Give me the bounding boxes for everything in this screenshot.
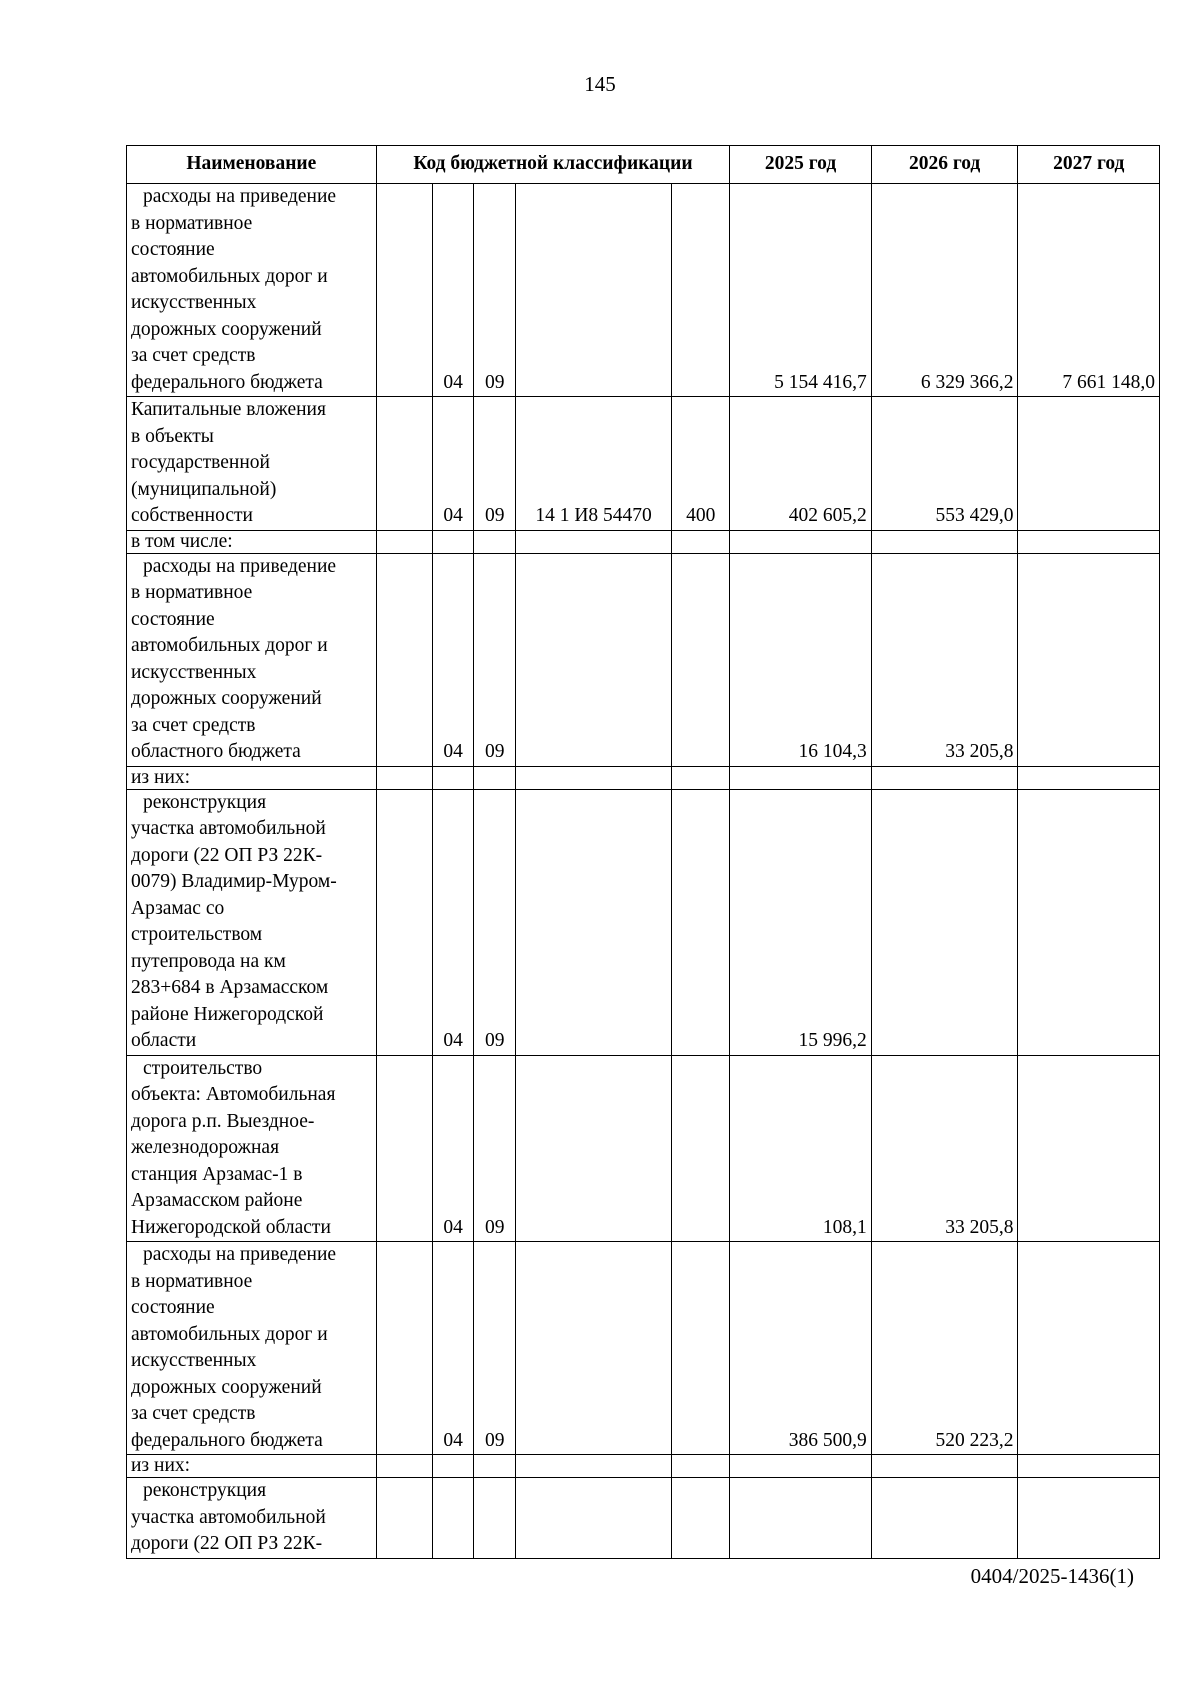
row-name-line: области	[131, 1030, 197, 1051]
cell-sub: 04	[432, 1055, 474, 1242]
row-name	[127, 397, 377, 531]
cell-y2026	[871, 766, 1018, 789]
row-name-line: областного бюджета	[131, 741, 301, 762]
cell-vr	[672, 1455, 730, 1478]
cell-sub: 04	[432, 553, 474, 766]
row-name-line: за счет средств	[131, 345, 256, 366]
row-name-line: реконструкция	[143, 1480, 267, 1501]
row-name	[127, 530, 377, 553]
row-name-line: дорожных сооружений	[131, 1376, 322, 1398]
cell-item: 09	[474, 789, 516, 1055]
cell-section	[376, 789, 432, 1055]
row-name-line: станция Арзамас-1 в	[131, 1163, 303, 1185]
row-name	[127, 553, 377, 766]
cell-y2026	[871, 1455, 1018, 1478]
cell-vr	[672, 1242, 730, 1455]
cell-csr	[516, 1055, 672, 1242]
row-name-line: состояние	[131, 239, 215, 260]
cell-y2027	[1018, 397, 1160, 531]
cell-item: 09	[474, 397, 516, 531]
row-name-line: из них:	[131, 766, 191, 788]
cell-sub	[432, 1478, 474, 1559]
row-name-line: автомобильных дорог и	[131, 265, 328, 287]
header-2027: 2027 год	[1018, 146, 1160, 184]
cell-vr	[672, 789, 730, 1055]
cell-item: 09	[474, 1242, 516, 1455]
cell-y2025	[730, 1455, 871, 1478]
cell-vr	[672, 1478, 730, 1559]
row-name-line: в объекты	[131, 425, 214, 447]
table-row	[127, 1455, 1160, 1478]
row-name	[127, 1455, 377, 1478]
cell-y2027	[1018, 766, 1160, 789]
header-name: Наименование	[127, 146, 377, 184]
cell-y2027	[1018, 1455, 1160, 1478]
cell-item	[474, 530, 516, 553]
cell-item: 09	[474, 184, 516, 397]
row-name-line: реконструкция	[143, 791, 267, 813]
row-name-line: автомобильных дорог и	[131, 1323, 328, 1345]
table-body	[127, 184, 1160, 1559]
table-row	[127, 530, 1160, 553]
cell-item	[474, 766, 516, 789]
cell-y2027	[1018, 553, 1160, 766]
row-name-line: автомобильных дорог и	[131, 635, 328, 656]
cell-section	[376, 1478, 432, 1559]
cell-y2025	[730, 530, 871, 553]
cell-section	[376, 397, 432, 531]
cell-sub: 04	[432, 1242, 474, 1455]
row-name-line: искусственных	[131, 292, 257, 313]
cell-vr	[672, 766, 730, 789]
row-name-line: искусственных	[131, 1350, 257, 1371]
row-name-line: расходы на приведение	[143, 186, 337, 207]
cell-csr	[516, 1242, 672, 1455]
row-name-line: Арзамасском районе	[131, 1190, 303, 1211]
cell-y2026: 520 223,2	[871, 1242, 1018, 1455]
row-name-line: строительством	[131, 924, 263, 945]
cell-y2026: 33 205,8	[871, 553, 1018, 766]
cell-csr	[516, 1478, 672, 1559]
cell-vr	[672, 1055, 730, 1242]
table-row	[127, 553, 1160, 766]
row-name-line: (муниципальной)	[131, 478, 277, 500]
cell-csr	[516, 530, 672, 553]
cell-csr	[516, 553, 672, 766]
cell-sub	[432, 766, 474, 789]
cell-y2027: 7 661 148,0	[1018, 184, 1160, 397]
cell-y2026: 6 329 366,2	[871, 184, 1018, 397]
cell-csr	[516, 1455, 672, 1478]
header-code: Код бюджетной классификации	[376, 146, 730, 184]
cell-section	[376, 530, 432, 553]
table-row	[127, 1478, 1160, 1559]
cell-y2026	[871, 789, 1018, 1055]
row-name-line: дорожных сооружений	[131, 688, 322, 709]
cell-y2025: 5 154 416,7	[730, 184, 871, 397]
row-name-line: из них:	[131, 1455, 191, 1476]
cell-vr	[672, 184, 730, 397]
row-name-line: железнодорожная	[131, 1137, 280, 1158]
row-name-line: 283+684 в Арзамасском	[131, 977, 329, 998]
table-row	[127, 1055, 1160, 1242]
row-name-line: состояние	[131, 1297, 215, 1318]
cell-y2025	[730, 1478, 871, 1559]
cell-item: 09	[474, 1055, 516, 1242]
row-name-line: дорога р.п. Выездное-	[131, 1110, 315, 1132]
cell-csr	[516, 789, 672, 1055]
cell-item: 09	[474, 553, 516, 766]
row-name	[127, 1478, 377, 1559]
row-name	[127, 1055, 377, 1242]
row-name-line: государственной	[131, 452, 270, 473]
cell-y2027	[1018, 530, 1160, 553]
row-name	[127, 1242, 377, 1455]
row-name-line: объекта: Автомобильная	[131, 1084, 336, 1105]
row-name-line: участка автомобильной	[131, 1506, 326, 1528]
row-name-line: искусственных	[131, 661, 257, 683]
cell-y2026	[871, 1478, 1018, 1559]
row-name-line: дорожных сооружений	[131, 318, 322, 340]
cell-y2027	[1018, 1055, 1160, 1242]
row-name-line: расходы на приведение	[143, 1244, 337, 1265]
cell-section	[376, 184, 432, 397]
row-name-line: районе Нижегородской	[131, 1003, 324, 1025]
header-2026: 2026 год	[871, 146, 1018, 184]
row-name-line: строительство	[143, 1057, 263, 1079]
cell-y2025: 386 500,9	[730, 1242, 871, 1455]
cell-y2027	[1018, 1242, 1160, 1455]
cell-section	[376, 1455, 432, 1478]
cell-sub	[432, 1455, 474, 1478]
row-name-line: за счет средств	[131, 714, 256, 736]
row-name-line: собственности	[131, 505, 253, 526]
document-id: 0404/2025-1436(1)	[970, 1564, 1134, 1588]
cell-y2026: 553 429,0	[871, 397, 1018, 531]
cell-sub: 04	[432, 184, 474, 397]
cell-item	[474, 1455, 516, 1478]
row-name-line: путепровода на км	[131, 950, 286, 972]
cell-csr: 14 1 И8 54470	[516, 397, 672, 531]
row-name	[127, 184, 377, 397]
table-row	[127, 1242, 1160, 1455]
row-name-line: дороги (22 ОП РЗ 22К-	[131, 1533, 323, 1554]
row-name-line: в том числе:	[131, 530, 233, 552]
row-name-line: в нормативное	[131, 1270, 253, 1292]
cell-vr: 400	[672, 397, 730, 531]
row-name-line: Нижегородской области	[131, 1216, 331, 1238]
cell-y2025: 108,1	[730, 1055, 871, 1242]
table-row	[127, 397, 1160, 531]
page-number: 145	[584, 72, 616, 96]
cell-sub	[432, 530, 474, 553]
cell-y2026	[871, 530, 1018, 553]
header-2025: 2025 год	[730, 146, 871, 184]
row-name-line: Капитальные вложения	[131, 399, 326, 420]
cell-y2025: 402 605,2	[730, 397, 871, 531]
cell-csr	[516, 184, 672, 397]
cell-y2025: 16 104,3	[730, 553, 871, 766]
table-header-row	[127, 146, 1160, 184]
cell-y2025: 15 996,2	[730, 789, 871, 1055]
cell-item	[474, 1478, 516, 1559]
cell-y2027	[1018, 789, 1160, 1055]
cell-section	[376, 1055, 432, 1242]
cell-section	[376, 1242, 432, 1455]
cell-vr	[672, 530, 730, 553]
row-name-line: 0079) Владимир-Муром-	[131, 871, 337, 892]
cell-sub: 04	[432, 397, 474, 531]
table-row	[127, 789, 1160, 1055]
cell-y2025	[730, 766, 871, 789]
cell-sub: 04	[432, 789, 474, 1055]
cell-csr	[516, 766, 672, 789]
row-name-line: федерального бюджета	[131, 371, 323, 393]
row-name-line: федерального бюджета	[131, 1429, 323, 1451]
cell-vr	[672, 553, 730, 766]
budget-table	[126, 145, 1160, 1559]
row-name-line: за счет средств	[131, 1403, 256, 1424]
cell-section	[376, 553, 432, 766]
row-name-line: состояние	[131, 608, 215, 630]
row-name-line: в нормативное	[131, 582, 253, 603]
cell-y2027	[1018, 1478, 1160, 1559]
table-row	[127, 766, 1160, 789]
row-name	[127, 789, 377, 1055]
row-name-line: дороги (22 ОП РЗ 22К-	[131, 844, 323, 866]
cell-section	[376, 766, 432, 789]
row-name-line: Арзамас со	[131, 897, 225, 919]
row-name-line: расходы на приведение	[143, 555, 337, 577]
row-name	[127, 766, 377, 789]
cell-y2026: 33 205,8	[871, 1055, 1018, 1242]
table-row	[127, 184, 1160, 397]
row-name-line: в нормативное	[131, 212, 253, 234]
row-name-line: участка автомобильной	[131, 818, 326, 839]
